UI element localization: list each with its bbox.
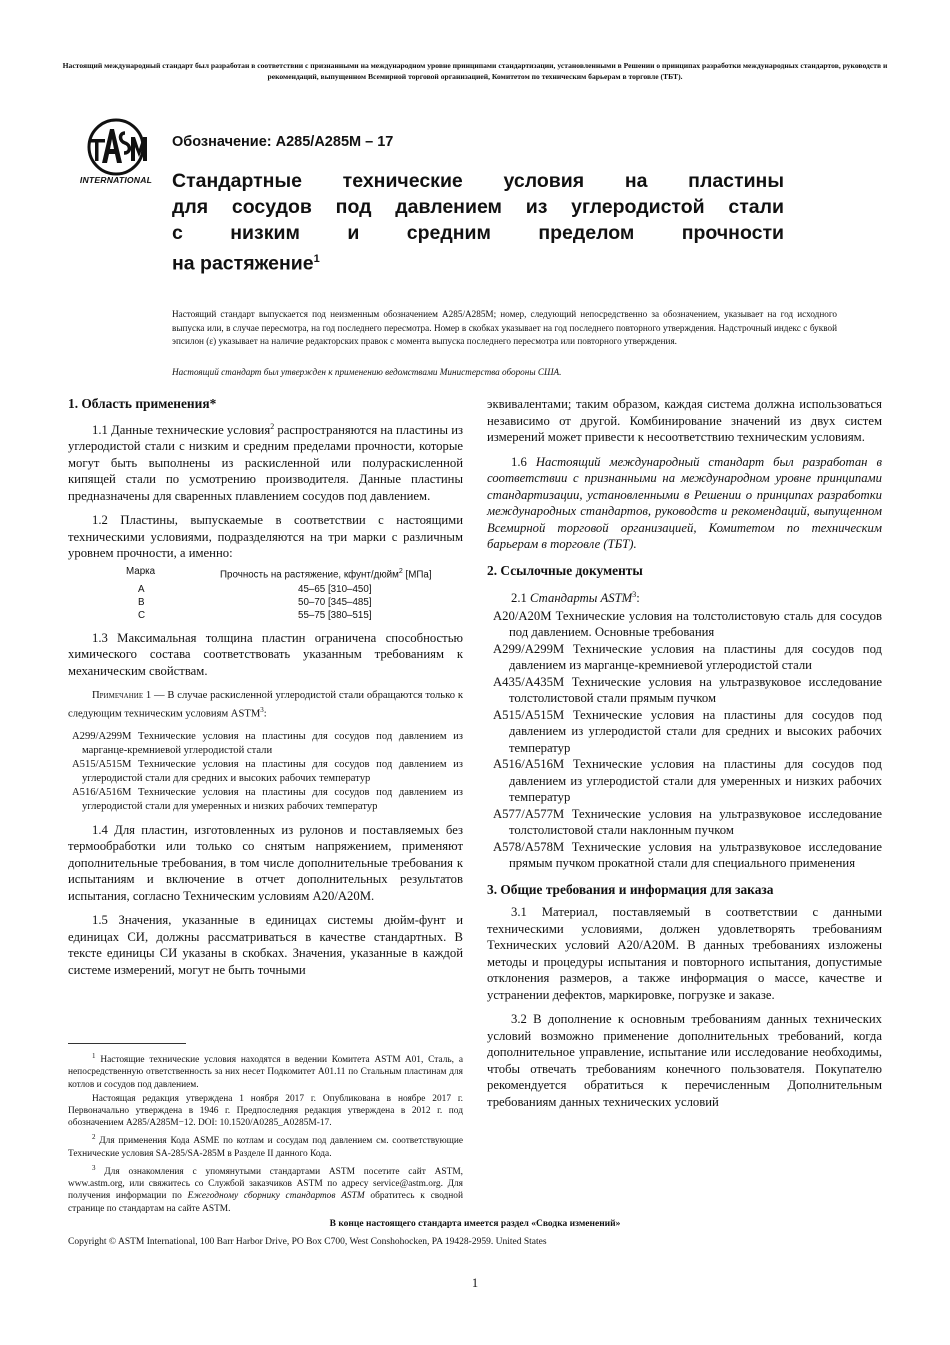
paragraph-3-1: 3.1 Материал, поставляемый в соответствии с данными техническими условиями, должен удовлетворять требованиям Технических условий A20/A20M. В данных требованиях изложены методы и процедуры испытания и повторного испытания, допустимые отклонения размеров, а также информация о массе, качестве и устранении дефектов, маркировке, погрузке и заказе. — [487, 905, 882, 1002]
right-column — [487, 396, 882, 1110]
designation: Обозначение: A285/A285M – 17 — [172, 134, 394, 150]
reference-item: A577/A577M Технические условия на ультразвуковое исследование толстолистовой стали наклонным пучком — [493, 806, 882, 838]
reference-item: A20/A20M Технические условия на толстолистовую сталь для сосудов под давлением. Основные требования — [493, 608, 882, 640]
section-2-heading: 2. Ссылочные документы — [487, 562, 643, 578]
strength-value: 50–70 [345–485] — [298, 596, 372, 608]
summary-of-changes-note: В конце настоящего стандарта имеется раздел «Сводка изменений» — [329, 1219, 621, 1229]
strength-value: 45–65 [310–450] — [298, 583, 372, 595]
paragraph-1-5-continued: эквивалентами; таким образом, каждая система должна использоваться независимо от другой. Комбинирование значений из двух систем измерений может привести к несоответствию техническим условиям. — [487, 397, 882, 444]
document-title — [172, 168, 784, 277]
dod-approval-note: Настоящий стандарт был утвержден к применению ведомствами Министерства обороны США. — [172, 367, 562, 377]
footnote-2: $^2$ Для применения Кода ASME по котлам и сосудам под давлением см. соответствующие Технические условия SA-285/SA-285M в Разделе II данного Кода. — [68, 1133, 463, 1159]
footnote-divider — [68, 1043, 186, 1044]
strength-column-header: Прочность на растяжение, кфунт/дюйм$^2$ [МПа] — [220, 567, 432, 580]
footnotes — [68, 1050, 463, 1215]
reference-item: A516/A516M Технические условия на пластины для сосудов под давлением из углеродистой стали для умеренных и низких рабочих температур — [493, 757, 882, 805]
paragraph-1-5: 1.5 Значения, указанные в единицах системы дюйм-фунт и единицах СИ, должны рассматриваться в качестве стандартных. В тексте единицы СИ указаны в скобках. Значения, указанные в каждой системе измерений, могут не быть точными — [68, 913, 463, 977]
copyright: Copyright © ASTM International, 100 Barr Harbor Drive, PO Box C700, West Conshohocken, PA 19428-2959. United States — [68, 1237, 547, 1247]
subsection-2-1: 2.1 Стандарты ASTM$^3$: — [511, 590, 640, 606]
note-ref: A516/A516M Технические условия на пластины для сосудов под давлением из углеродистой стали для умеренных и низких рабочих температур — [72, 786, 463, 812]
paragraph-1-1: 1.1 Данные технические условия$^2$ распространяются на пластины из углеродистой стали с низким и средним пределами прочности, которые могут быть выполнены из раскисленной или полураскисленной кипящей стали по усмотрению производителя. Данные пластины предназначены для сваренных плавлением сосудов под давлением. — [68, 421, 463, 503]
grades-table — [68, 564, 463, 622]
issuance-note: Настоящий стандарт выпускается под неизменным обозначением A285/A285M; номер, следующий непосредственно за обозначением, указывает на год исходного выпуска или, в случае пересмотра, на год последнего пересмотра. Номер в скобках указывает на год последнего повторного утверждения. Надстрочный индекс с буквой эпсилон (ε) указывает на наличие редакторских правок с момента выпуска последнего пересмотра или повторного утверждения. — [172, 309, 837, 346]
paragraph-3-2: 3.2 В дополнение к основным требованиям данных технических условий возможно применение дополнительных требований, когда дополнительное управление, испытание или исследование необходимы, чтобы отвечать требованиям конечного пользователя. Покупателю рекомендуется обратиться к перечисленным Дополнительным требованиям данных технических условий — [487, 1012, 882, 1109]
section-1-heading: 1. Область применения* — [68, 396, 217, 411]
title-line: Стандартные технические условия на пластины — [172, 170, 784, 192]
paragraph-1-4: 1.4 Для пластин, изготовленных из рулонов и поставляемых без термообработки или только со снятым напряжением, применяют дополнительные требования, в том числе дополнительные требования к испытаниям и включение в отчет дополнительных результатов испытания, согласно Техническим условиям A20/A20M. — [68, 822, 463, 903]
reference-item: A578/A578M Технические условия на ультразвуковое исследование прямым пучком прокатной стали для специального применения — [493, 839, 882, 871]
paragraph-1-2: 1.2 Пластины, выпускаемые в соответствии с настоящими техническими условиями, подразделяются на три марки с различным уровнем прочности, а именно: — [68, 513, 463, 561]
astm-logo — [75, 117, 157, 187]
reference-item: A435/A435M Технические условия на ультразвуковое исследование толстолистовой стали прямым пучком — [493, 674, 882, 706]
section-3-heading: 3. Общие требования и информация для заказа — [487, 881, 774, 897]
title-footnote-ref: 1 — [313, 253, 320, 265]
note-ref: A299/A299M Технические условия на пластины для сосудов под давлением из марганце-кремниевой углеродистой стали — [72, 730, 463, 756]
grade-value: C — [138, 609, 146, 621]
footnote-1-revision: Настоящая редакция утверждена 1 ноября 2017 г. Опубликована в ноябре 2017 г. Первоначально утверждена в 1946 г. Предпоследняя редакция утверждена в 2012 г. под обозначением A285/A285M−12. DOI: 10.1520/A0285_A0285M-17. — [68, 1093, 463, 1129]
page-number: 1 — [471, 1276, 479, 1290]
title-line: с низким и средним пределом прочности — [172, 222, 784, 244]
logo-text: INTERNATIONAL — [79, 175, 153, 185]
reference-item: A299/A299M Технические условия на пластины для сосудов под давлением из марганце-кремниевой углеродистой стали — [493, 641, 882, 673]
footnote-3: $^3$ Для ознакомления с упомянутыми стандартами ASTM посетите сайт ASTM, www.astm.org, или свяжитесь со Службой заказчиков ASTM по адресу service@astm.org. Для получения информации по Ежегодному сборнику стандартов ASTM обратитесь к сводной странице по стандартам на сайте ASTM. — [68, 1163, 463, 1214]
footnote-1: $^1$ Настоящие технические условия находятся в ведении Комитета ASTM A01, Сталь, а непосредственную ответственность за них несет Подкомитет A01.11 по Стальным пластинам для котлов и сосудов под давлением. — [68, 1052, 463, 1090]
strength-value: 55–75 [380–515] — [298, 609, 372, 621]
note-ref: A515/A515M Технические условия на пластины для сосудов под давлением из углеродистой стали для средних и высоких рабочих температур — [72, 758, 463, 784]
paragraph-1-6: 1.6 Настоящий международный стандарт был разработан в соответствии с признанными на международном уровне принципами стандартизации, установленными в Решении о принципах разработки международных стандартов, руководств и рекомендаций, выпущенном Всемирной торговой организацией, Комитетом по техническим барьерам в торговле (ТБТ). — [487, 454, 882, 551]
paragraph-1-3: 1.3 Максимальная толщина пластин ограничена способностью химического состава соответствовать указанным требованиям к механическим свойствам. — [68, 630, 463, 678]
note-1: Примечание 1 — В случае раскисленной углеродистой стали обращаются только к следующим техническим условиям ASTM$^3$: — [68, 690, 463, 720]
left-column — [68, 396, 463, 978]
title-line: на растяжение$^1$ — [172, 252, 320, 275]
reference-item: A515/A515M Технические условия на пластины для сосудов под давлением из углеродистой стали для средних и высоких рабочих температур — [493, 707, 882, 755]
title-line: для сосудов под давлением из углеродистой стали — [172, 196, 784, 218]
grade-value: B — [138, 596, 145, 608]
grade-column-header: Марка — [126, 565, 156, 577]
grade-value: A — [138, 583, 145, 595]
wto-notice: Настоящий международный стандарт был разработан в соответствии с признанными на международном уровне принципами стандартизации, установленными в Решении о принципах разработки международных стандартов, руководств и рекомендаций, выпущенном Всемирной торговой организацией, Комитетом по техническим барьерам в торговле (ТБТ). — [62, 61, 888, 81]
